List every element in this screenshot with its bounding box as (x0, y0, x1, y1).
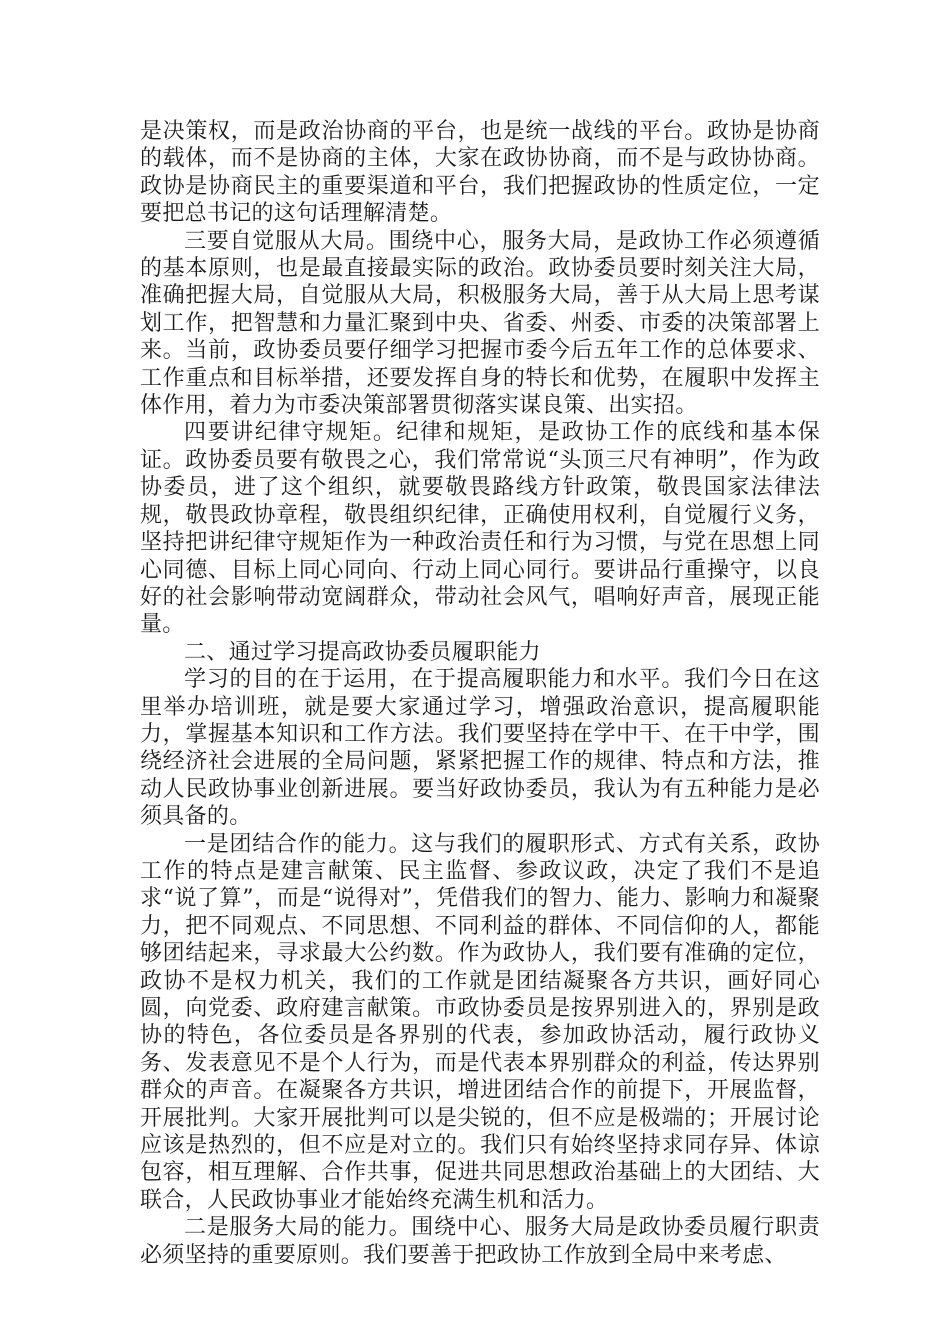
paragraph-learning-purpose: 学习的目的在于运用，在于提高履职能力和水平。我们今日在这里举办培训班，就是要大家通过学习，增强政治意识，提高履职能力，掌握基本知识和工作方法。我们要坚持在学中干、在干中学，围绕经济社会进展的全局问题，紧紧把握工作的规律、特点和方法，推动人民政协事业创新进展。要当好政协委员，我认为有五种能力是必须具备的。 (140, 667, 820, 830)
paragraph-continuation: 是决策权，而是政治协商的平台，也是统一战线的平台。政协是协商的载体，而不是协商的主体，大家在政协协商，而不是与政协协商。政协是协商民主的重要渠道和平台，我们把握政协的性质定位，一定要把总书记的这句话理解清楚。 (140, 119, 820, 227)
paragraph-fourth-requirement: 四要讲纪律守规矩。纪律和规矩，是政协工作的底线和基本保证。政协委员要有敬畏之心，我们常常说“头顶三尺有神明”，作为政协委员，进了这个组织，就要敬畏路线方针政策，敬畏国家法律法规，敬畏政协章程，敬畏组织纪律，正确使用权利，自觉履行义务，坚持把讲纪律守规矩作为一种政治责任和行为习惯，与党在思想上同心同德、目标上同心同向、行动上同心同行。要讲品行重操守，以良好的社会影响带动宽阔群众，带动社会风气，唱响好声音，展现正能量。 (140, 420, 820, 638)
paragraph-serve-overall: 二是服务大局的能力。围绕中心、服务大局是政协委员履行职责必须坚持的重要原则。我们要善于把政协工作放到全局中来考虑、 (140, 1215, 820, 1268)
section-heading: 二、通过学习提高政协委员履职能力 (184, 639, 541, 665)
paragraph-third-requirement: 三要自觉服从大局。围绕中心，服务大局，是政协工作必须遵循的基本原则，也是最直接最实际的政治。政协委员要时刻关注大局，准确把握大局，自觉服从大局，积极服务大局，善于从大局上思考谋划工作，把智慧和力量汇聚到中央、省委、州委、市委的决策部署上来。当前，政协委员要仔细学习把握市委今后五年工作的总体要求、工作重点和目标举措，还要发挥自身的特长和优势，在履职中发挥主体作用，着力为市委决策部署贯彻落实谋良策、出实招。 (140, 228, 820, 419)
paragraph-unity-cooperation: 一是团结合作的能力。这与我们的履职形式、方式有关系，政协工作的特点是建言献策、民主监督、参政议政，决定了我们不是追求“说了算”，而是“说得对”，凭借我们的智力、能力、影响力和凝聚力，把不同观点、不同思想、不同利益的群体、不同信仰的人，都能够团结起来，寻求最大公约数。作为政协人，我们要有准确的定位，政协不是权力机关，我们的工作就是团结凝聚各方共识，画好同心圆，向党委、政府建言献策。市政协委员是按界别进入的，界别是政协的特色，各位委员是各界别的代表，参加政协活动，履行政协义务、发表意见不是个人行为，而是代表本界别群众的利益，传达界别群众的声音。在凝聚各方共识，增进团结合作的前提下，开展监督，开展批判。大家开展批判可以是尖锐的，但不应是极端的；开展讨论应该是热烈的，但不应是对立的。我们只有始终坚持求同存异、体谅包容，相互理解、合作共事，促进共同思想政治基础上的大团结、大联合，人民政协事业才能始终充满生机和活力。 (140, 831, 820, 1213)
document-page (140, 118, 820, 1269)
